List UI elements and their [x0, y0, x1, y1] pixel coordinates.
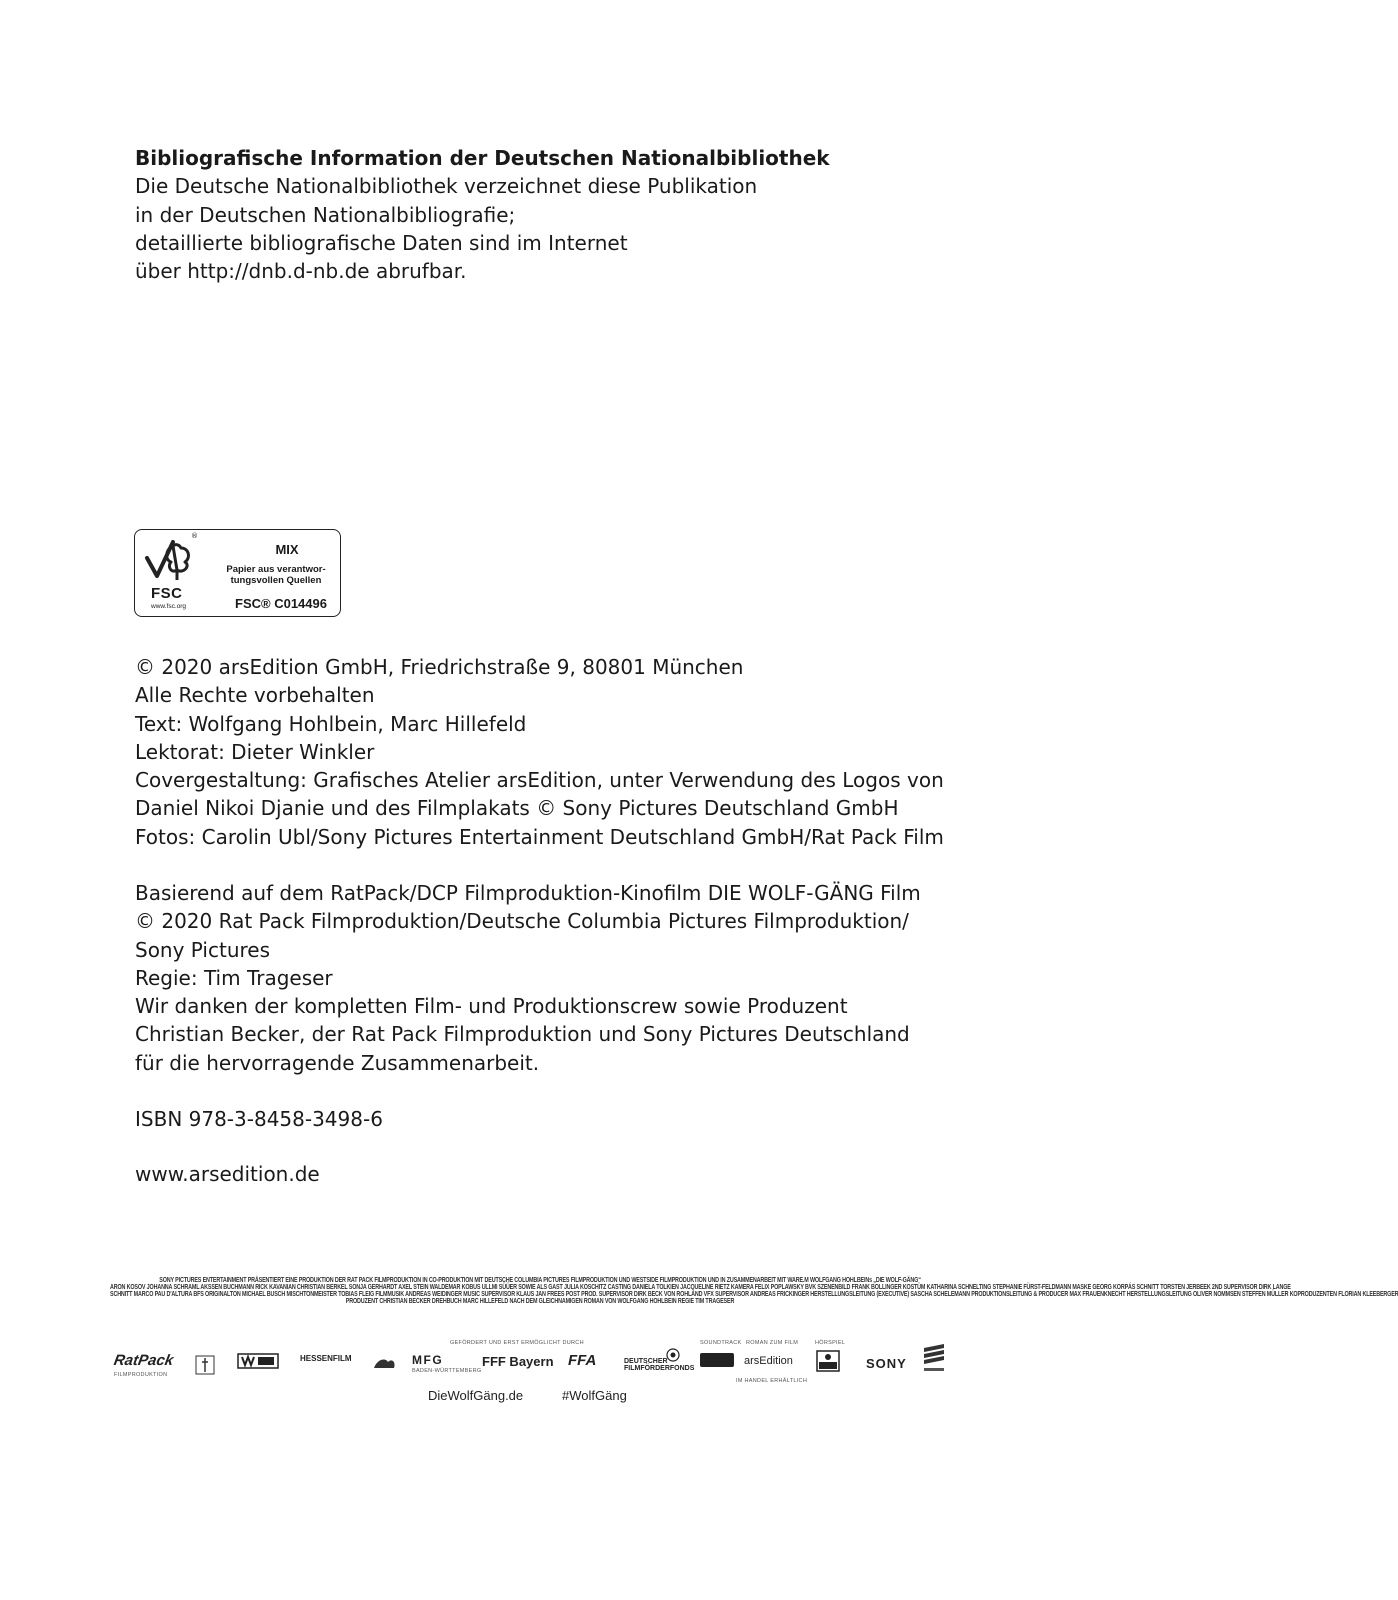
- bibliographic-line: in der Deutschen Nationalbibliografie;: [135, 202, 516, 227]
- dfff-line: DEUTSCHER: [624, 1358, 668, 1365]
- basis-line: © 2020 Rat Pack Filmproduktion/Deutsche Columbia Pictures Filmproduktion/: [135, 909, 909, 934]
- dfff-logo: [624, 1358, 694, 1372]
- imprint-line: Covergestaltung: Grafisches Atelier arsEdition, unter Verwendung des Logos von: [135, 768, 944, 793]
- basis-line: für die hervorragende Zusammenarbeit.: [135, 1050, 540, 1075]
- bibliographic-line: über http://dnb.d-nb.de abrufbar.: [135, 259, 467, 284]
- basis-line: Regie: Tim Trageser: [135, 965, 333, 990]
- registered-mark: ®: [191, 532, 198, 540]
- fsc-label: [134, 529, 341, 617]
- poster-credits: [110, 1276, 1398, 1306]
- imprint-line: Alle Rechte vorbehalten: [135, 683, 375, 708]
- mfg-logo: MFG: [412, 1353, 444, 1367]
- film-basis: [135, 879, 921, 1077]
- ffa-logo: FFA: [568, 1352, 597, 1369]
- fff-bayern-logo: FFF Bayern: [482, 1354, 554, 1369]
- imprint-line: Text: Wolfgang Hohlbein, Marc Hillefeld: [135, 711, 527, 736]
- fsc-paper-line: tungsvollen Quellen: [230, 575, 322, 586]
- fsc-wordmark: FSC: [151, 585, 183, 602]
- basis-line: Basierend auf dem RatPack/DCP Filmproduktion-Kinofilm DIE WOLF-GÄNG Film: [135, 881, 921, 905]
- europa-logo-icon: [816, 1350, 840, 1372]
- novel-caption: ROMAN ZUM FILM: [746, 1340, 799, 1346]
- arsedition-logo: arsEdition: [744, 1355, 793, 1367]
- basis-line: Sony Pictures: [135, 937, 270, 962]
- soundtrack-caption: SOUNDTRACK: [700, 1340, 742, 1346]
- bibliographic-line: Die Deutsche Nationalbibliothek verzeichnet diese Publikation: [135, 174, 758, 199]
- basis-line: Christian Becker, der Rat Pack Filmproduktion und Sony Pictures Deutschland: [135, 1022, 910, 1047]
- imprint-line: Daniel Nikoi Djanie und des Filmplakats © Sony Pictures Deutschland GmbH: [135, 796, 899, 821]
- soundtrack-logo-icon: [700, 1352, 734, 1368]
- ratpack-logo: RatPack: [112, 1352, 175, 1369]
- website: [135, 1160, 320, 1188]
- imprint-line: Lektorat: Dieter Winkler: [135, 739, 375, 764]
- sony-pictures-logo-icon: [922, 1344, 946, 1374]
- wolfgang-website: DieWolfGäng.de: [428, 1388, 524, 1403]
- funding-caption: GEFÖRDERT UND ERST ERMÖGLICHT DURCH: [450, 1340, 584, 1346]
- ratpack-sub: FILMPRODUKTION: [114, 1372, 168, 1378]
- imprint: [135, 653, 944, 851]
- credit-line: SCHNITT MARCO PAU D'ALTURA BFS ORIGINALTON MICHAEL BUSCH MISCHTONMEISTER TOBIAS FLEIG FILMMUSIK ANDREAS WEIDINGER MUSIC SUPERVISOR KLAUS JAN FREES POST PROD. SUPERVISOR DIRK BECK VON ROHLAND VFX SUPERVISOR ANDREAS FRICKINGER HERSTELLUNGSLEITUNG (EXECUTIVE) SASCHA SCHELEMANN PRODUKTIONSLEITUNG & PRODUCER MAX FRAUENKNECHT HERSTELLUNGSLEITUNG OLIVER NOMMSEN STEFFEN MÜLLER KOPRODUZENTEN FLORIAN KLEEBERGER: [110, 1290, 1398, 1299]
- bibliographic-line: detaillierte bibliografische Daten sind im Internet: [135, 230, 628, 255]
- audiobook-caption: HÖRSPIEL: [815, 1340, 846, 1346]
- credit-line: PRODUZENT CHRISTIAN BECKER DREHBUCH MARC HILLEFELD NACH DEM GLEICHNAMIGEN ROMAN VON WOLFGANG HOHLBEIN REGIE TIM TRAGESER: [345, 1297, 735, 1306]
- mfg-sub: BADEN-WÜRTTEMBERG: [412, 1368, 482, 1374]
- dfff-ball-icon: [666, 1348, 680, 1362]
- fsc-paper-text: [213, 564, 339, 586]
- fsc-code: FSC® C014496: [235, 596, 327, 611]
- westside-logo-icon: [238, 1352, 278, 1370]
- fsc-tree-icon: [143, 536, 195, 584]
- bibliographic-info: [135, 144, 830, 285]
- dfff-line: FILMFÖRDERFONDS: [624, 1365, 695, 1372]
- bibliographic-heading: Bibliografische Information der Deutschen Nationalbibliothek: [135, 146, 830, 170]
- credit-line: SONY PICTURES ENTERTAINMENT PRÄSENTIERT EINE PRODUKTION DER RAT PACK FILMPRODUKTION IN CO-PRODUKTION MIT DEUTSCHE COLUMBIA PICTURES FILMPRODUKTION UND WESTSIDE FILMPRODUKTION UND IN ZUSAMMENARBEIT MIT WARE.M WOLFGANG HOHLBEINs „DIE WOLF-GÄNG“: [159, 1276, 921, 1285]
- wolfgang-hashtag: #WolfGäng: [562, 1388, 627, 1403]
- isbn-text: ISBN 978-3-8458-3498-6: [135, 1107, 383, 1131]
- fsc-url: www.fsc.org: [151, 603, 187, 610]
- fsc-paper-line: Papier aus verantwor-: [226, 564, 326, 575]
- logo-strip: [110, 1340, 970, 1410]
- sony-logo: SONY: [866, 1356, 907, 1371]
- imprint-line: © 2020 arsEdition GmbH, Friedrichstraße 9, 80801 München: [135, 655, 744, 679]
- hessenfilm-logo: HESSENFILM: [300, 1354, 352, 1363]
- available-caption: IM HANDEL ERHÄLTLICH: [736, 1378, 808, 1384]
- columbia-logo-icon: [194, 1354, 216, 1376]
- fsc-mix: MIX: [275, 542, 299, 557]
- isbn: [135, 1105, 383, 1133]
- imprint-line: Fotos: Carolin Ubl/Sony Pictures Entertainment Deutschland GmbH/Rat Pack Film: [135, 824, 944, 849]
- website-text: www.arsedition.de: [135, 1162, 320, 1186]
- basis-line: Wir danken der kompletten Film- und Produktionscrew sowie Produzent: [135, 994, 848, 1019]
- credit-line: ARON KOSOV JOHANNA SCHRAML AKSSEN BUCHMANN RICK KAVANIAN CHRISTIAN BERKEL SONJA GERHARDT AXEL STEIN WALDEMAR KOBUS ULLMI SÜÜER SOWIE ALS GAST JULIA KOSCHITZ CASTING DANIELA TOLKIEN JACQUELINE RIETZ KAMERA FELIX POPLAWSKY BVK SZENENBILD FRANK BOLLINGER KOSTÜM KATHARINA SCHNELTING STEPHANIE FÜRST-FELDMANN MASKE GEORG KORPÁS SCHNITT TORSTEN JERBEEK 2ND SUPERVISOR DIRK LANGE: [110, 1283, 1291, 1292]
- lion-emblem-icon: [372, 1354, 398, 1372]
